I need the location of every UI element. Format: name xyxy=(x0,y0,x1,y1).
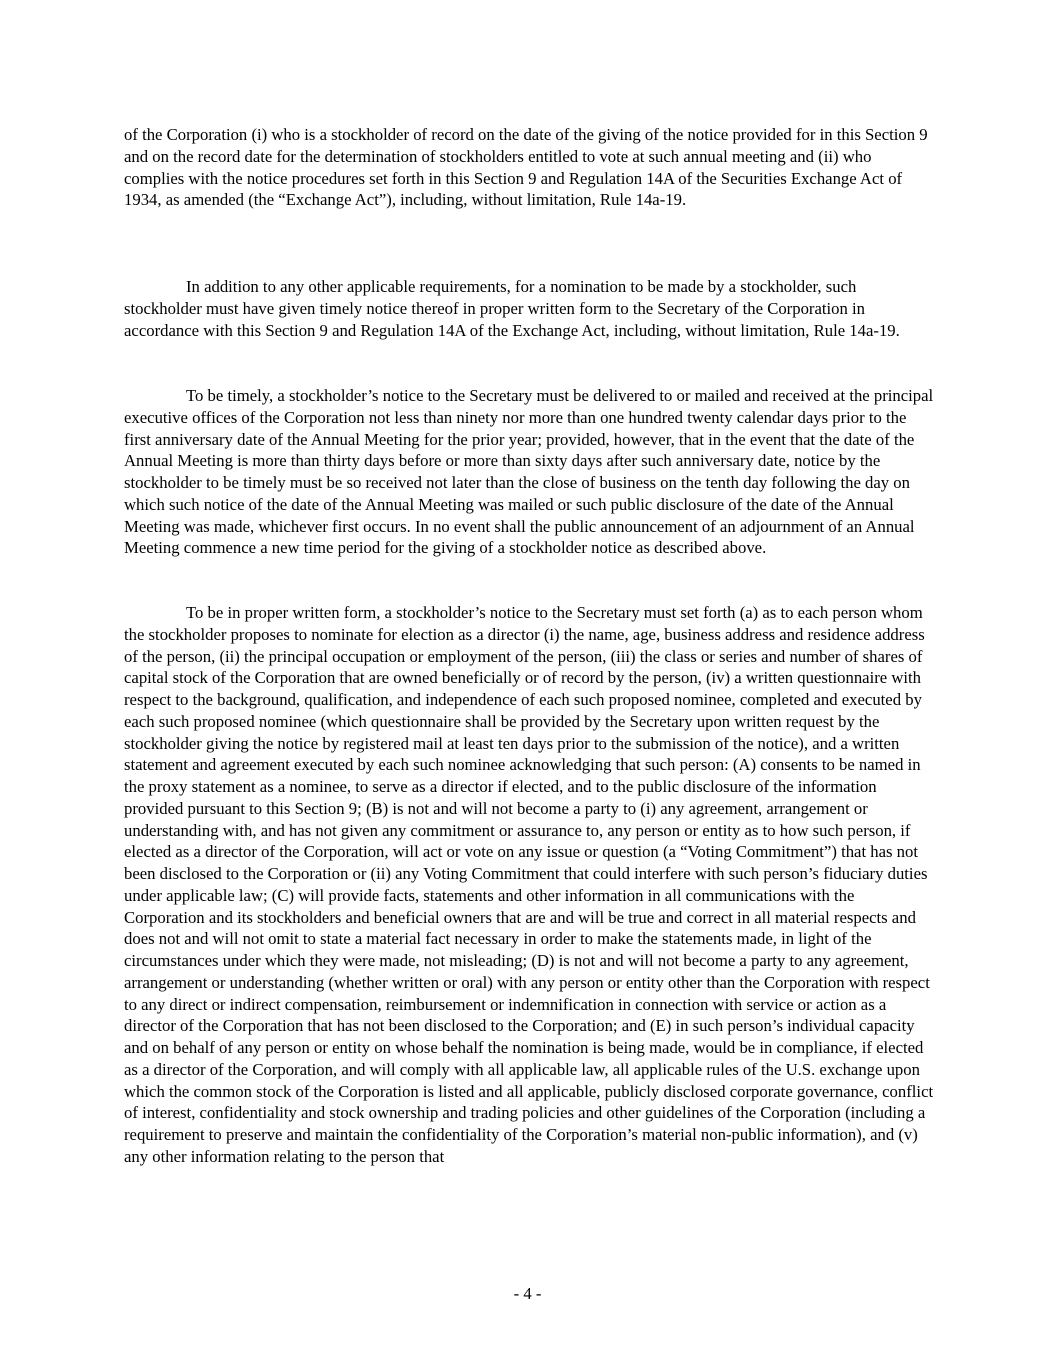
page-number: - 4 - xyxy=(513,1284,542,1303)
paragraph-timeliness: To be timely, a stockholder’s notice to the Secretary must be delivered to or mailed and received at the principal executive offices of the Corporation not less than ninety nor more than one hundred twenty calendar days prior to the first anniversary date of the Annual Meeting for the prior year; provided, however, that in the event that the date of the Annual Meeting is more than thirty days before or more than sixty days after such anniversary date, notice by the stockholder to be timely must be so received not later than the close of business on the tenth day following the day on which such notice of the date of the Annual Meeting was mailed or such public disclosure of the date of the Annual Meeting was made, whichever first occurs. In no event shall the public announcement of an adjournment of an Annual Meeting commence a new time period for the giving of a stockholder notice as described above. xyxy=(124,386,934,558)
paragraph-continuation: of the Corporation (i) who is a stockholder of record on the date of the giving of the notice provided for in this Section 9 and on the record date for the determination of stockholders entitled to vote at such annual meeting and (ii) who complies with the notice procedures set forth in this Section 9 and Regulation 14A of the Securities Exchange Act of 1934, as amended (the “Exchange Act”), including, without limitation, Rule 14a-19. xyxy=(124,125,928,210)
paragraph-nomination-requirements: In addition to any other applicable requirements, for a nomination to be made by a stockholder, such stockholder must have given timely notice thereof in proper written form to the Secretary of the Corporation in accordance with this Section 9 and Regulation 14A of the Exchange Act, including, without limitation, Rule 14a-19. xyxy=(124,277,900,340)
paragraph-proper-written-form: To be in proper written form, a stockholder’s notice to the Secretary must set forth (a) as to each person whom the stockholder proposes to nominate for election as a director (i) the name, age, business address and residence address of the person, (ii) the principal occupation or employment of the person, (iii) the class or series and number of shares of capital stock of the Corporation that are owned beneficially or of record by the person, (iv) a written questionnaire with respect to the background, qualification, and independence of each such proposed nominee, completed and executed by each such proposed nominee (which questionnaire shall be provided by the Secretary upon written request by the stockholder giving the notice by registered mail at least ten days prior to the submission of the notice), and a written statement and agreement executed by each such nominee acknowledging that such person: (A) consents to be named in the proxy statement as a nominee, to serve as a director if elected, and to the public disclosure of the information provided pursuant to this Section 9; (B) is not and will not become a party to (i) any agreement, arrangement or understanding with, and has not given any commitment or assurance to, any person or entity as to how such person, if elected as a director of the Corporation, will act or vote on any issue or question (a “Voting Commitment”) that has not been disclosed to the Corporation or (ii) any Voting Commitment that could interfere with such person’s fiduciary duties under applicable law; (C) will provide facts, statements and other information in all communications with the Corporation and its stockholders and beneficial owners that are and will be true and correct in all material respects and does not and will not omit to state a material fact necessary in order to make the statements made, in light of the circumstances under which they were made, not misleading; (D) is not and will not become a party to any agreement, arrangement or understanding (whether written or oral) with any person or entity other than the Corporation with respect to any direct or indirect compensation, reimbursement or indemnification in connection with service or action as a director of the Corporation that has not been disclosed to the Corporation; and (E) in such person’s individual capacity and on behalf of any person or entity on whose behalf the nomination is being made, would be in compliance, if elected as a director of the Corporation, and will comply with all applicable law, all applicable rules of the U.S. exchange upon which the common stock of the Corporation is listed and all applicable, publicly disclosed corporate governance, conflict of interest, confidentiality and stock ownership and trading policies and other guidelines of the Corporation (including a requirement to preserve and maintain the confidentiality of the Corporation’s material non-public information), and (v) any other information relating to the person that xyxy=(124,603,934,1166)
